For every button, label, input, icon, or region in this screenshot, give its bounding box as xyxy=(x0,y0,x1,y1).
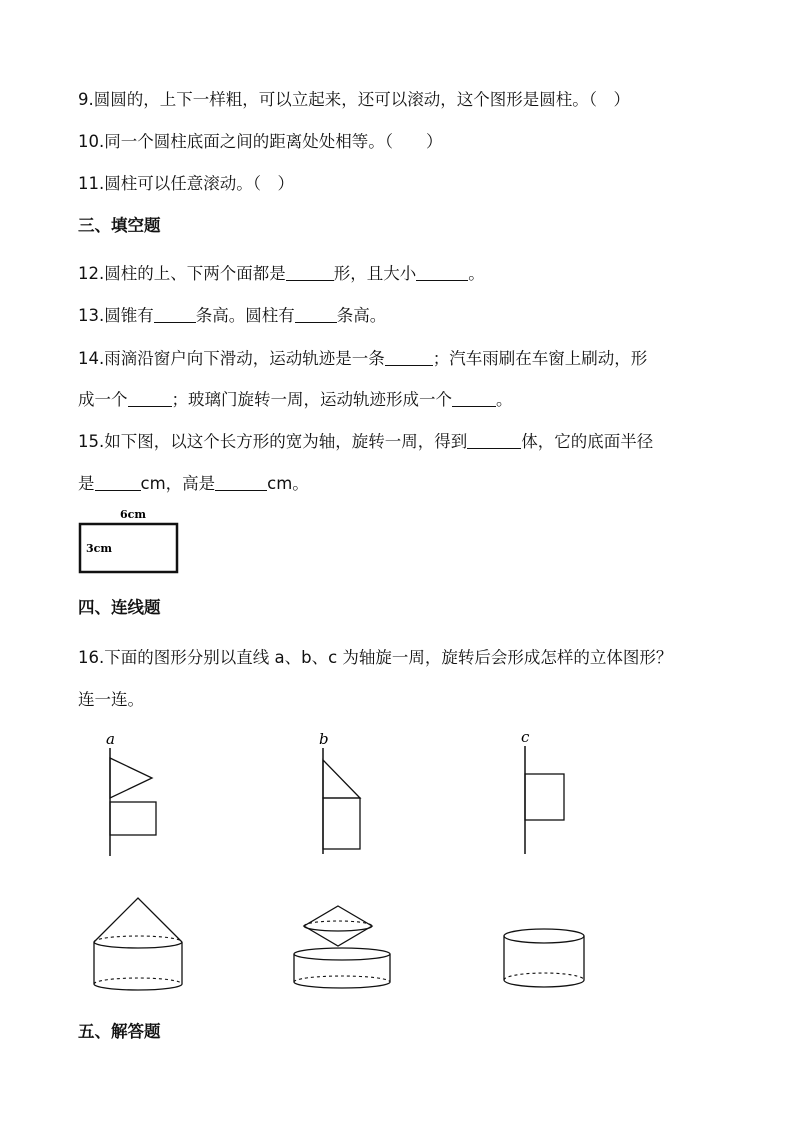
cylinder-bottom-back xyxy=(504,973,584,980)
question-15-line-2 xyxy=(78,470,309,494)
plane-figure-c xyxy=(512,726,592,860)
cylinder-bottom-back xyxy=(94,978,182,984)
answer-blank[interactable] xyxy=(385,349,433,367)
question-15-line-1 xyxy=(78,428,653,452)
double-cone-ellipse-front xyxy=(304,926,372,931)
q15-text-e: cm。 xyxy=(267,474,309,493)
rect-height-label: 3cm xyxy=(86,542,112,555)
question-16-line-2: 连一连。 xyxy=(78,690,144,709)
question-10: 10.同一个圆柱底面之间的距离处处相等。（ ） xyxy=(78,132,443,151)
cylinder-bottom-front xyxy=(94,984,182,990)
q14-text-a: 14.雨滴沿窗户向下滑动，运动轨迹是一条 xyxy=(78,349,385,368)
answer-blank[interactable] xyxy=(416,264,468,282)
cone-outline xyxy=(94,898,182,942)
solid-cone-on-cylinder xyxy=(86,892,196,994)
q14-text-c: 成一个 xyxy=(78,390,128,409)
question-14-line-1 xyxy=(78,345,647,369)
rectangle-shape xyxy=(323,798,360,849)
cylinder-bottom-front xyxy=(294,982,390,988)
answer-blank[interactable] xyxy=(467,432,521,450)
answer-blank[interactable] xyxy=(286,264,334,282)
double-cone-outline xyxy=(304,906,372,946)
q12-text-a: 12.圆柱的上、下两个面都是 xyxy=(78,264,286,283)
answer-blank[interactable] xyxy=(452,390,496,408)
q13-text-a: 13.圆锥有 xyxy=(78,306,154,325)
solid-double-cone-and-cylinder xyxy=(286,900,400,994)
axis-label-b: b xyxy=(319,730,329,748)
plane-figure-a xyxy=(96,726,176,860)
q15-text-c: 是 xyxy=(78,474,95,493)
q14-text-b: ；汽车雨刷在车窗上刷动，形 xyxy=(432,349,648,368)
plane-figure-b xyxy=(308,726,388,860)
rectangle-figure xyxy=(70,504,190,580)
axis-label-c: c xyxy=(521,728,530,746)
q13-text-c: 条高。 xyxy=(336,306,387,325)
answer-blank[interactable] xyxy=(128,390,172,408)
q14-text-d: ；玻璃门旋转一周，运动轨迹形成一个 xyxy=(171,390,452,409)
answer-blank[interactable] xyxy=(154,306,196,324)
ellipse-back xyxy=(94,936,182,942)
rect-width-label: 6cm xyxy=(120,508,146,521)
rectangle-shape xyxy=(110,802,156,835)
question-11: 11.圆柱可以任意滚动。（ ） xyxy=(78,174,294,193)
double-cone-ellipse-back xyxy=(304,921,372,926)
question-14-line-2 xyxy=(78,386,513,410)
rectangle-shape xyxy=(525,774,564,820)
answer-blank[interactable] xyxy=(215,474,267,492)
question-16-line-1: 16.下面的图形分别以直线 a、b、c 为轴旋一周，旋转后会形成怎样的立体图形？ xyxy=(78,648,673,667)
triangle-shape xyxy=(323,760,360,798)
cylinder-top xyxy=(294,948,390,960)
q12-text-c: 。 xyxy=(468,264,485,283)
q15-text-a: 15.如下图，以这个长方形的宽为轴，旋转一周，得到 xyxy=(78,432,468,451)
question-9: 9.圆圆的，上下一样粗，可以立起来，还可以滚动，这个图形是圆柱。（ ） xyxy=(78,90,630,109)
ellipse-front xyxy=(94,942,182,948)
solid-cylinder xyxy=(498,924,592,992)
q15-text-d: cm，高是 xyxy=(140,474,216,493)
section-heading-answer: 五、解答题 xyxy=(78,1022,161,1041)
answer-blank[interactable] xyxy=(95,474,141,492)
section-heading-matching: 四、连线题 xyxy=(78,598,161,617)
question-12 xyxy=(78,260,485,284)
cylinder-bottom-front xyxy=(504,980,584,987)
axis-label-a: a xyxy=(106,730,115,748)
question-13 xyxy=(78,302,386,326)
q12-text-b: 形，且大小 xyxy=(333,264,417,283)
section-heading-fill-blank: 三、填空题 xyxy=(78,216,161,235)
triangle-shape xyxy=(110,758,152,798)
q14-text-e: 。 xyxy=(496,390,513,409)
cylinder-bottom-back xyxy=(294,976,390,982)
q13-text-b: 条高。圆柱有 xyxy=(195,306,295,325)
q15-text-b: 体，它的底面半径 xyxy=(521,432,654,451)
answer-blank[interactable] xyxy=(295,306,337,324)
cylinder-top xyxy=(504,929,584,943)
